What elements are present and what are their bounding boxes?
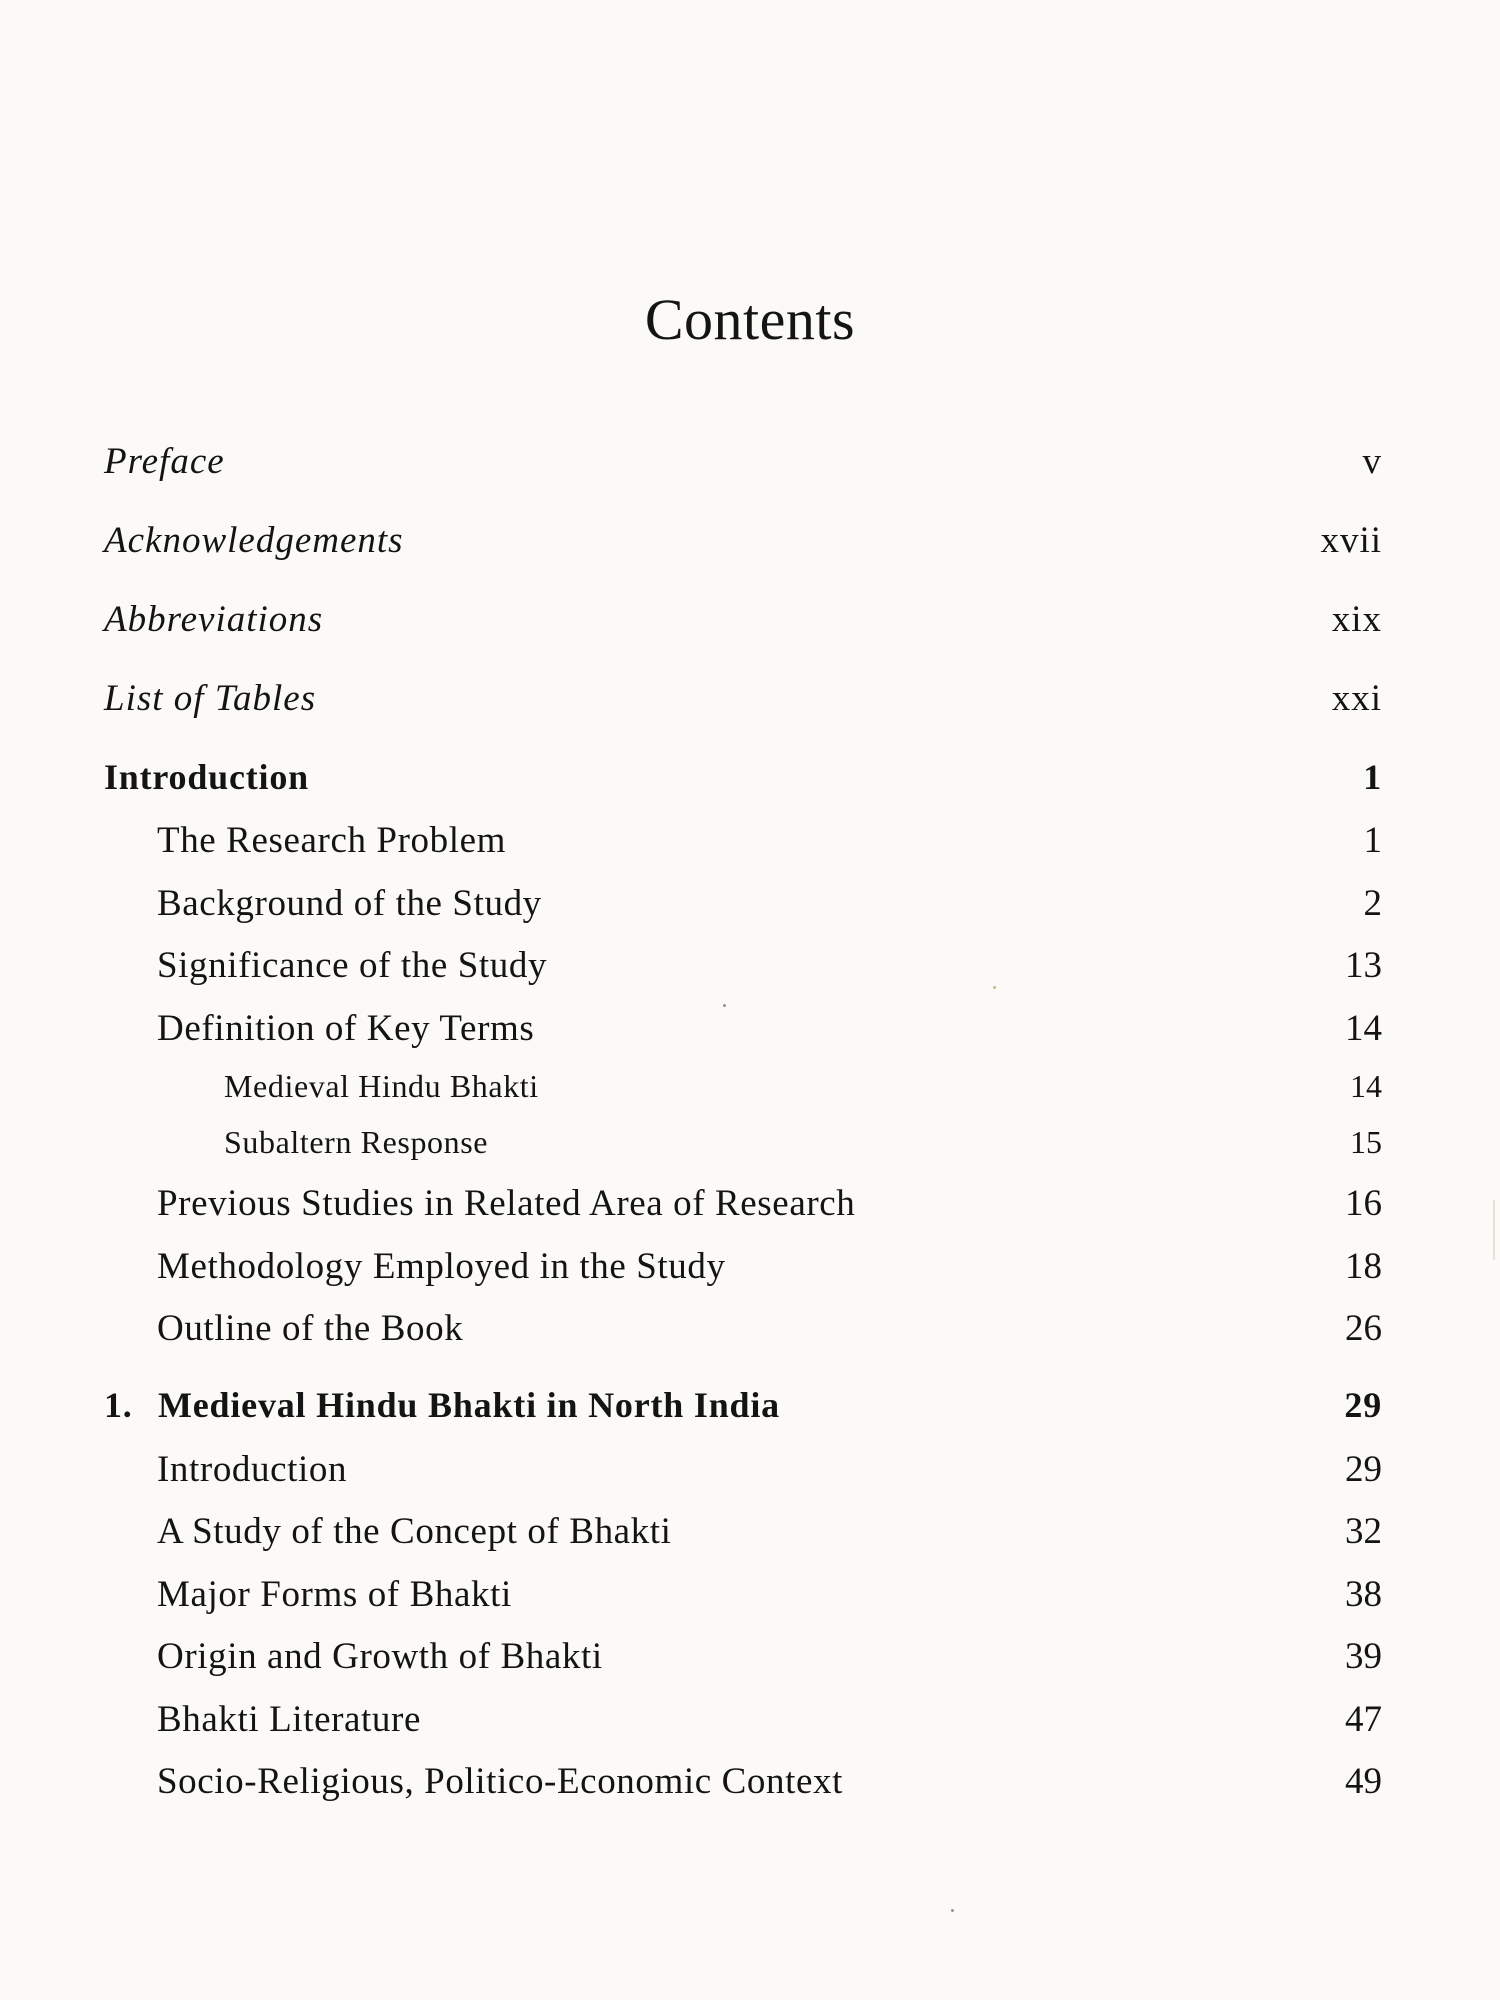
toc-page-number: 26 <box>1345 1308 1382 1349</box>
chapter-number: 1. <box>104 1385 133 1425</box>
toc-page-number: 14 <box>1345 1008 1382 1049</box>
toc-section-label: Introduction <box>157 1449 348 1490</box>
toc-page-number: 14 <box>1350 1068 1382 1104</box>
toc-page-number: 16 <box>1345 1183 1382 1224</box>
toc-page-number: xix <box>1331 599 1382 640</box>
toc-subsection-label: Medieval Hindu Bhakti <box>224 1068 539 1104</box>
toc-entry-label: Preface <box>104 441 225 482</box>
toc-page-number: 39 <box>1345 1636 1382 1677</box>
toc-page-number: 32 <box>1345 1511 1382 1552</box>
toc-chapter-label <box>104 1384 780 1426</box>
toc-entry-label: Acknowledgements <box>104 520 404 561</box>
toc-page-number: 15 <box>1350 1124 1382 1160</box>
toc-page-number: 18 <box>1345 1246 1382 1287</box>
scan-edge-mark <box>1493 1200 1495 1260</box>
toc-entry-label: Abbreviations <box>104 599 324 640</box>
toc-page-number: 29 <box>1344 1385 1382 1425</box>
toc-page-number: 2 <box>1363 883 1382 924</box>
toc-page-number: xxi <box>1331 678 1382 719</box>
toc-section-label: Background of the Study <box>157 883 542 924</box>
toc-section-label: A Study of the Concept of Bhakti <box>157 1511 672 1552</box>
toc-chapter-label: Introduction <box>104 757 309 797</box>
toc-section-label: Socio-Religious, Politico-Economic Context <box>157 1761 843 1802</box>
toc-page-number: 47 <box>1345 1699 1382 1740</box>
page-title: Contents <box>644 287 856 352</box>
toc-section-label: The Research Problem <box>157 820 506 861</box>
scan-speck <box>993 986 996 989</box>
toc-section-label: Significance of the Study <box>157 945 548 986</box>
toc-section-label: Definition of Key Terms <box>157 1008 535 1049</box>
toc-page-number: v <box>1362 441 1382 482</box>
chapter-title: Medieval Hindu Bhakti in North India <box>158 1385 780 1425</box>
toc-page-number: 1 <box>1363 820 1382 861</box>
toc-section-label: Bhakti Literature <box>157 1699 421 1740</box>
toc-subsection-label: Subaltern Response <box>224 1124 489 1160</box>
scan-speck <box>951 1909 954 1912</box>
toc-page-number: 13 <box>1345 945 1382 986</box>
toc-page-number: xvii <box>1320 520 1382 561</box>
toc-section-label: Major Forms of Bhakti <box>157 1574 512 1615</box>
toc-page-number: 49 <box>1345 1761 1382 1802</box>
toc-entry-label: List of Tables <box>104 678 317 719</box>
toc-section-label: Methodology Employed in the Study <box>157 1246 726 1287</box>
scan-speck <box>723 1004 726 1007</box>
toc-page-number: 38 <box>1345 1574 1382 1615</box>
toc-page-number: 1 <box>1363 757 1382 797</box>
toc-page-number: 29 <box>1345 1449 1382 1490</box>
toc-section-label: Outline of the Book <box>157 1308 464 1349</box>
toc-section-label: Previous Studies in Related Area of Research <box>157 1183 856 1224</box>
toc-section-label: Origin and Growth of Bhakti <box>157 1636 603 1677</box>
